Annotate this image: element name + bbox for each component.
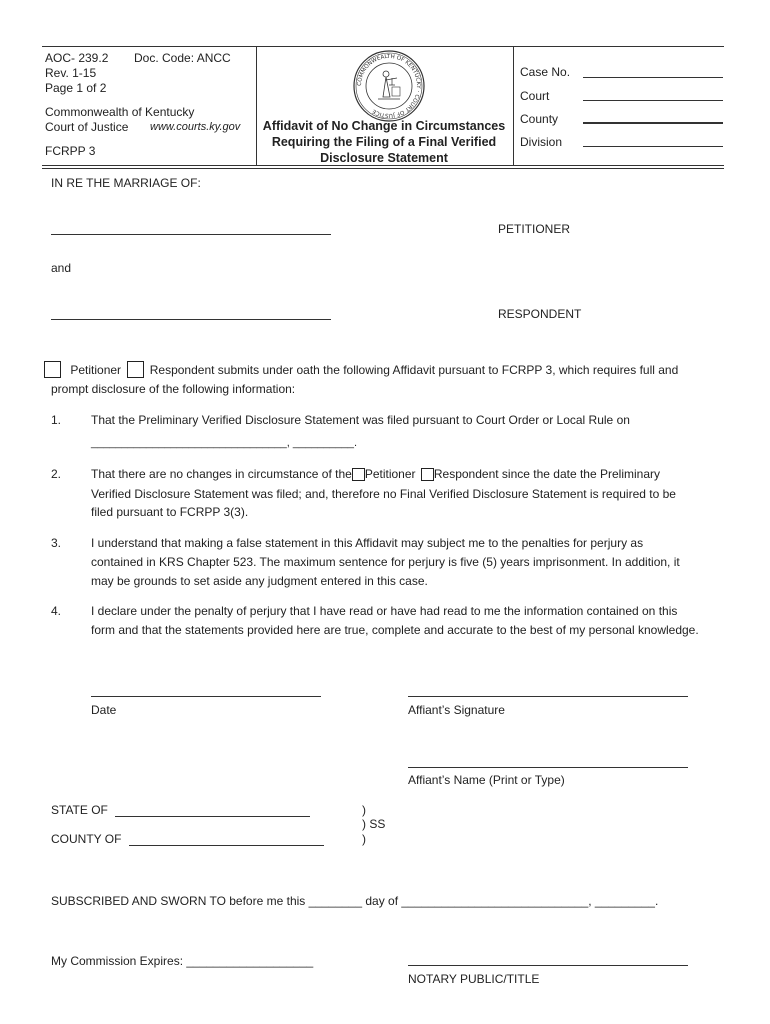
affiant-name-field[interactable] bbox=[408, 767, 688, 768]
form-title-line1: Affidavit of No Change in Circumstances bbox=[262, 119, 506, 133]
page-number: Page 1 of 2 bbox=[45, 81, 107, 95]
court-seal-icon bbox=[352, 49, 426, 123]
header-bottom-rule-1 bbox=[42, 165, 724, 166]
county-field[interactable] bbox=[583, 122, 723, 124]
and-label: and bbox=[51, 261, 72, 275]
affiant-signature-field[interactable] bbox=[408, 696, 688, 697]
division-field[interactable] bbox=[583, 146, 723, 147]
item-2-line2: Verified Disclosure Statement was filed; and, therefore no Final Verified Disclosure Statement is required to be bbox=[91, 487, 676, 501]
petitioner-checkbox[interactable] bbox=[44, 361, 61, 378]
intro-petitioner-label: Petitioner bbox=[70, 363, 122, 377]
rule-reference: FCRPP 3 bbox=[45, 144, 96, 158]
item-1-line1: That the Preliminary Verified Disclosure Statement was filed pursuant to Court Order or Local Rule on bbox=[91, 413, 630, 427]
case-no-field[interactable] bbox=[583, 77, 723, 78]
item-2-line3: filed pursuant to FCRPP 3(3). bbox=[91, 505, 249, 519]
commonwealth: Commonwealth of Kentucky bbox=[45, 105, 195, 119]
ss-paren-bottom: ) bbox=[362, 832, 366, 846]
respondent-checkbox[interactable] bbox=[127, 361, 144, 378]
website: www.courts.ky.gov bbox=[150, 121, 241, 133]
revision: Rev. 1-15 bbox=[45, 66, 97, 80]
intro-respondent-label: Respondent bbox=[149, 363, 215, 377]
affiant-signature-label: Affiant’s Signature bbox=[408, 703, 505, 717]
item-2-petitioner-label: Petitioner bbox=[364, 467, 416, 481]
item-4-number: 4. bbox=[51, 604, 62, 618]
form-number: AOC- 239.2 bbox=[45, 51, 109, 65]
seal-ring-text: COMMONWEALTH OF KENTUCKY · COURT OF JUSTICE bbox=[356, 53, 422, 119]
item-3-number: 3. bbox=[51, 536, 62, 550]
notary-title-label: NOTARY PUBLIC/TITLE bbox=[408, 972, 540, 986]
header-top-rule bbox=[42, 46, 724, 47]
header-divider-right bbox=[513, 46, 514, 166]
item-1-date-field[interactable]: ________________________________, __________. bbox=[91, 437, 358, 449]
header-bottom-rule-2 bbox=[42, 168, 724, 169]
item-2-petitioner-checkbox[interactable] bbox=[352, 468, 365, 481]
date-field[interactable] bbox=[91, 696, 321, 697]
item-2-line1 bbox=[91, 467, 660, 481]
state-of-field[interactable] bbox=[115, 816, 310, 817]
petitioner-name-field[interactable] bbox=[51, 234, 331, 235]
intro-line1 bbox=[44, 361, 678, 378]
county-label: County bbox=[520, 112, 559, 126]
form-title bbox=[258, 118, 510, 166]
item-3-line2: contained in KRS Chapter 523. The maximum sentence for perjury is five (5) years imprisonment. In addition, it bbox=[91, 555, 680, 569]
state-of-label: STATE OF bbox=[51, 803, 108, 817]
notary-signature-field[interactable] bbox=[408, 965, 688, 966]
item-2-respondent-label: Respondent bbox=[433, 467, 499, 481]
in-re-marriage: IN RE THE MARRIAGE OF: bbox=[51, 176, 201, 190]
respondent-name-field[interactable] bbox=[51, 319, 331, 320]
case-no-label: Case No. bbox=[520, 65, 571, 79]
county-of-field[interactable] bbox=[129, 845, 324, 846]
item-1-number: 1. bbox=[51, 413, 62, 427]
commission-expires-line[interactable]: My Commission Expires: ___________________ bbox=[51, 954, 314, 968]
intro-line2: prompt disclosure of the following information: bbox=[51, 382, 296, 396]
court-label: Court bbox=[520, 89, 550, 103]
division-label: Division bbox=[520, 135, 563, 149]
county-of-label: COUNTY OF bbox=[51, 832, 122, 846]
item-3-line3: may be grounds to set aside any judgment entered in this case. bbox=[91, 574, 428, 588]
ss-paren-top: ) bbox=[362, 803, 366, 817]
item-2-line1-text: That there are no changes in circumstance of the bbox=[91, 467, 352, 481]
court-field[interactable] bbox=[583, 100, 723, 101]
form-title-line3: Disclosure Statement bbox=[320, 151, 448, 165]
affiant-name-label: Affiant’s Name (Print or Type) bbox=[408, 773, 565, 787]
header-divider-left bbox=[256, 46, 257, 166]
item-2-number: 2. bbox=[51, 467, 62, 481]
respondent-label: RESPONDENT bbox=[498, 307, 582, 321]
court-of-justice: Court of Justice bbox=[45, 120, 129, 134]
form-title-line2: Requiring the Filing of a Final Verified bbox=[271, 135, 497, 149]
ss-label: ) SS bbox=[362, 817, 386, 831]
subscribed-sworn-line[interactable]: SUBSCRIBED AND SWORN TO before me this ________ day of ____________________________, _________. bbox=[51, 894, 659, 908]
petitioner-label: PETITIONER bbox=[498, 222, 571, 236]
item-3-line1: I understand that making a false statement in this Affidavit may subject me to the penalties for perjury as bbox=[91, 536, 644, 550]
item-4-line2: form and that the statements provided here are true, complete and accurate to the best of my personal knowledge. bbox=[91, 623, 699, 637]
item-2-line1-rest: since the date the Preliminary bbox=[498, 467, 660, 481]
date-label: Date bbox=[91, 703, 117, 717]
item-2-respondent-checkbox[interactable] bbox=[421, 468, 434, 481]
doc-code: Doc. Code: ANCC bbox=[134, 51, 231, 65]
svg-text:COMMONWEALTH OF KENTUCKY · COU bbox=[357, 54, 421, 118]
item-4-line1: I declare under the penalty of perjury that I have read or have had read to me the information contained on this bbox=[91, 604, 678, 618]
intro-line1-text: submits under oath the following Affidavit pursuant to FCRPP 3, which requires full and bbox=[214, 363, 679, 377]
